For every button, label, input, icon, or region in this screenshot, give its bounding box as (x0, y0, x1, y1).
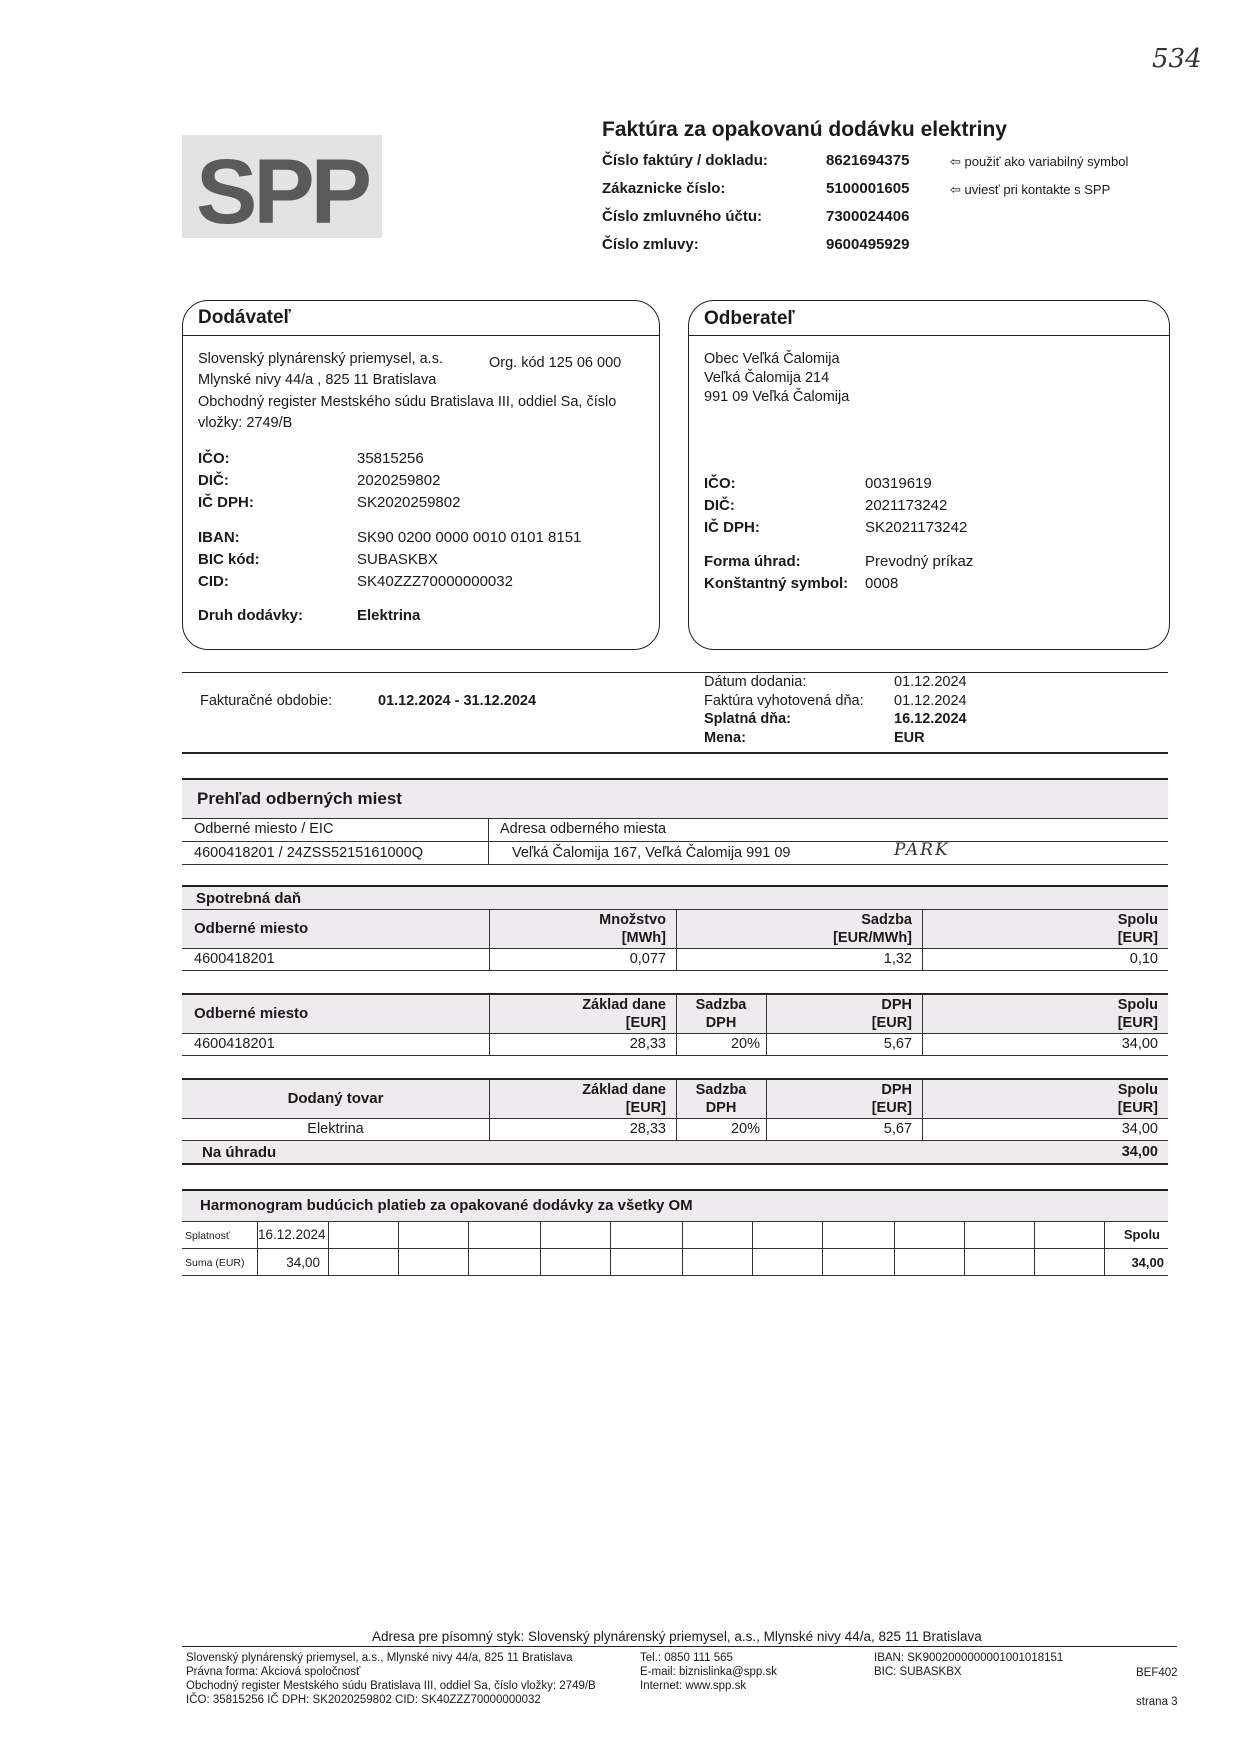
goods-col-rate: Sadzba DPH (695, 1082, 747, 1116)
overview-row-address: Veľká Čalomija 167, Veľká Čalomija 991 09 (512, 845, 791, 861)
invoice-title: Faktúra za opakovanú dodávku elektriny (602, 118, 1007, 141)
invoice-number-label: Číslo faktúry / dokladu: (602, 152, 768, 169)
supplier-title: Dodávateľ (198, 307, 291, 328)
goods-row-goods: Elektrina (307, 1121, 364, 1137)
amount-due-label: Na úhradu (202, 1144, 277, 1161)
vat-row-rate: 20% (730, 1036, 760, 1052)
excise-vline (922, 909, 923, 970)
vat-row-total: 34,00 (1121, 1036, 1158, 1052)
schedule-line (182, 1275, 1168, 1276)
excise-title-bar (182, 887, 1168, 909)
goods-vline (766, 1079, 767, 1140)
footer-address-line: Adresa pre písomný styk: Slovenský plynárenský priemysel, a.s., Mlynské nivy 44/a, 825 11 Bratislava (372, 1629, 982, 1644)
header-row (602, 208, 1162, 236)
schedule-grid-line (894, 1221, 895, 1275)
header-row (602, 180, 1162, 208)
delivery-date-value: 01.12.2024 (894, 674, 967, 690)
due-date-value: 16.12.2024 (894, 711, 967, 727)
constant-symbol-value: 0008 (865, 575, 899, 592)
supplier-iban-value: SK90 0200 0000 0010 0101 8151 (357, 529, 582, 546)
supplier-icdph-label: IČ DPH: (198, 494, 254, 511)
delivery-type-label: Druh dodávky: (198, 607, 304, 624)
schedule-grid-line (328, 1221, 329, 1275)
vat-col-place: Odberné miesto (194, 1005, 309, 1022)
supplier-name: Slovenský plynárenský priemysel, a.s. (198, 351, 443, 367)
goods-col-goods: Dodaný tovar (287, 1090, 384, 1107)
handwritten-note: PARK (894, 840, 950, 860)
schedule-line (182, 1221, 1168, 1222)
vat-line (182, 1055, 1168, 1056)
vat-col-vat: DPH [EUR] (871, 997, 912, 1031)
excise-row-qty: 0,077 (629, 951, 666, 967)
excise-line (182, 948, 1168, 949)
supplier-title-divider (183, 335, 659, 336)
supplier-ico-label: IČO: (198, 450, 230, 467)
excise-col-rate: Sadzba [EUR/MWh] (833, 912, 912, 946)
schedule-grid-line (822, 1221, 823, 1275)
footer-contact-info: Tel.: 0850 111 565 E-mail: biznislinka@spp.sk Internet: www.spp.sk (640, 1652, 777, 1692)
footer-form-code: BEF402 (1136, 1667, 1178, 1679)
payment-form-label: Forma úhrad: (704, 553, 801, 570)
schedule-total-label: Spolu (1123, 1227, 1160, 1242)
supplier-register-line1: Obchodný register Mestského súdu Bratislava III, oddiel Sa, číslo (198, 394, 617, 410)
schedule-title: Harmonogram budúcich platieb za opakované dodávky za všetky OM (200, 1197, 693, 1214)
schedule-due-label: Splatnosť (185, 1230, 230, 1242)
supplier-org-code: Org. kód 125 06 000 (489, 355, 622, 371)
supplier-icdph-value: SK2020259802 (357, 494, 461, 511)
contract-account-value: 7300024406 (826, 208, 910, 225)
payment-form-value: Prevodný príkaz (865, 553, 974, 570)
customer-ico-label: IČO: (704, 475, 736, 492)
vat-row-place: 4600418201 (194, 1036, 275, 1052)
goods-row-rate: 20% (730, 1121, 760, 1137)
goods-bottom-line (182, 1163, 1168, 1165)
excise-row-total: 0,10 (1129, 951, 1158, 967)
vat-row-vat: 5,67 (883, 1036, 912, 1052)
constant-symbol-label: Konštantný symbol: (704, 575, 849, 592)
schedule-total-value: 34,00 (1131, 1255, 1164, 1270)
customer-dic-value: 2021173242 (865, 497, 948, 514)
goods-row-base: 28,33 (629, 1121, 666, 1137)
schedule-sum-label: Suma (EUR) (185, 1257, 245, 1269)
excise-line (182, 970, 1168, 971)
schedule-grid-line (752, 1221, 753, 1275)
supplier-dic-label: DIČ: (198, 472, 229, 489)
customer-ico-value: 00319619 (865, 475, 932, 492)
overview-col-id: Odberné miesto / EIC (194, 821, 334, 837)
spp-logo-graphic (182, 135, 382, 238)
vat-vline (922, 994, 923, 1055)
vat-line (182, 1033, 1168, 1034)
header-row (602, 236, 1162, 264)
customer-title: Odberateľ (704, 308, 795, 329)
schedule-grid-line (964, 1221, 965, 1275)
amount-due-value: 34,00 (1121, 1144, 1158, 1160)
supplier-ico-value: 35815256 (357, 450, 424, 467)
customer-name: Obec Veľká Čalomija (704, 351, 840, 367)
period-bottom-line (182, 752, 1168, 754)
schedule-grid-line (398, 1221, 399, 1275)
customer-number-hint: ⇦ uviesť pri kontakte s SPP (950, 182, 1111, 197)
customer-box (688, 300, 1170, 650)
overview-header (182, 780, 1168, 818)
vat-vline (766, 994, 767, 1055)
handwritten-page-number: 534 (1152, 44, 1202, 74)
goods-col-base: Základ dane [EUR] (582, 1082, 666, 1116)
supplier-cid-label: CID: (198, 573, 229, 590)
excise-row-rate: 1,32 (883, 951, 912, 967)
customer-number-label: Zákaznicke číslo: (602, 180, 726, 197)
customer-icdph-label: IČ DPH: (704, 519, 760, 536)
goods-row-total: 34,00 (1121, 1121, 1158, 1137)
billing-period-label: Fakturačné obdobie: (200, 693, 333, 709)
schedule-grid-line (468, 1221, 469, 1275)
contract-number-label: Číslo zmluvy: (602, 236, 699, 253)
spp-logo (182, 135, 382, 238)
due-date-label: Splatná dňa: (704, 711, 792, 727)
vat-col-total: Spolu [EUR] (1117, 997, 1158, 1031)
customer-title-divider (689, 335, 1169, 336)
period-dates-labels (704, 673, 864, 747)
overview-line (182, 864, 1168, 865)
overview-line (182, 818, 1168, 819)
svg-text:SPP: SPP (195, 141, 369, 238)
overview-row-id: 4600418201 / 24ZSS5215161000Q (194, 845, 423, 861)
header-row (602, 152, 1162, 180)
excise-col-place: Odberné miesto (194, 920, 309, 937)
supplier-address: Mlynské nivy 44/a , 825 11 Bratislava (198, 372, 437, 388)
customer-icdph-value: SK2021173242 (865, 519, 968, 536)
goods-col-total: Spolu [EUR] (1117, 1082, 1158, 1116)
footer-line (182, 1646, 1177, 1647)
schedule-amount: 34,00 (286, 1255, 320, 1270)
supplier-cid-value: SK40ZZZ70000000032 (357, 573, 513, 590)
footer-page-number: strana 3 (1136, 1696, 1178, 1708)
vat-col-rate: Sadzba DPH (695, 997, 747, 1031)
contract-account-label: Číslo zmluvného účtu: (602, 208, 763, 225)
issue-date-value: 01.12.2024 (894, 692, 967, 709)
customer-address1: Veľká Čalomija 214 (704, 370, 830, 386)
supplier-dic-value: 2020259802 (357, 472, 441, 489)
overview-col-address: Adresa odberného miesta (500, 821, 667, 837)
supplier-bic-value: SUBASKBX (357, 551, 438, 568)
delivery-type-value: Elektrina (357, 607, 421, 624)
overview-line (182, 841, 1168, 842)
excise-vline (676, 909, 677, 970)
schedule-grid-line (540, 1221, 541, 1275)
invoice-number-value: 8621694375 (826, 152, 910, 169)
billing-period-value: 01.12.2024 - 31.12.2024 (378, 693, 537, 709)
overview-title: Prehľad odberných miest (197, 789, 402, 808)
footer-company-info: Slovenský plynárenský priemysel, a.s., Mlynské nivy 44/a, 825 11 Bratislava Právna forma: Akciová spoločnosť Obchodný register Mestského súdu Bratislava III, oddiel Sa, číslo vložky: 2749/B IČO: 35815256 IČ DPH: SK2020259802 CID: SK40ZZZ70000000032 (186, 1652, 596, 1706)
schedule-grid-line (1034, 1221, 1035, 1275)
period-top-line (182, 672, 1168, 673)
goods-line (182, 1118, 1168, 1119)
delivery-date-label: Dátum dodania: (704, 674, 807, 690)
vat-col-base: Základ dane [EUR] (582, 997, 666, 1031)
excise-col-qty: Množstvo [MWh] (599, 912, 666, 946)
customer-number-value: 5100001605 (826, 180, 910, 197)
excise-row-place: 4600418201 (194, 951, 275, 967)
supplier-iban-label: IBAN: (198, 529, 240, 546)
vat-row-base: 28,33 (629, 1036, 666, 1052)
customer-address2: 991 09 Veľká Čalomija (704, 389, 850, 405)
schedule-line (182, 1248, 1168, 1249)
customer-dic-label: DIČ: (704, 497, 735, 514)
schedule-date: 16.12.2024 (258, 1227, 326, 1242)
issue-date-label: Faktúra vyhotovená dňa: (704, 692, 864, 709)
invoice-number-hint: ⇦ použiť ako variabilný symbol (950, 154, 1129, 169)
excise-title: Spotrebná daň (196, 890, 302, 907)
currency-label: Mena: (704, 729, 746, 746)
period-dates-values (894, 673, 967, 747)
goods-col-vat: DPH [EUR] (871, 1082, 912, 1116)
goods-row-vat: 5,67 (883, 1121, 912, 1137)
supplier-box (182, 300, 660, 650)
schedule-grid-line (610, 1221, 611, 1275)
contract-number-value: 9600495929 (826, 236, 910, 253)
excise-col-total: Spolu [EUR] (1117, 912, 1158, 946)
footer-bank-info: IBAN: SK9002000000001001018151 BIC: SUBASKBX (874, 1652, 1064, 1678)
invoice-header-fields (602, 152, 1162, 264)
schedule-grid-line (682, 1221, 683, 1275)
currency-value: EUR (894, 729, 925, 746)
supplier-bic-label: BIC kód: (198, 551, 260, 568)
supplier-register-line2: vložky: 2749/B (198, 415, 293, 431)
